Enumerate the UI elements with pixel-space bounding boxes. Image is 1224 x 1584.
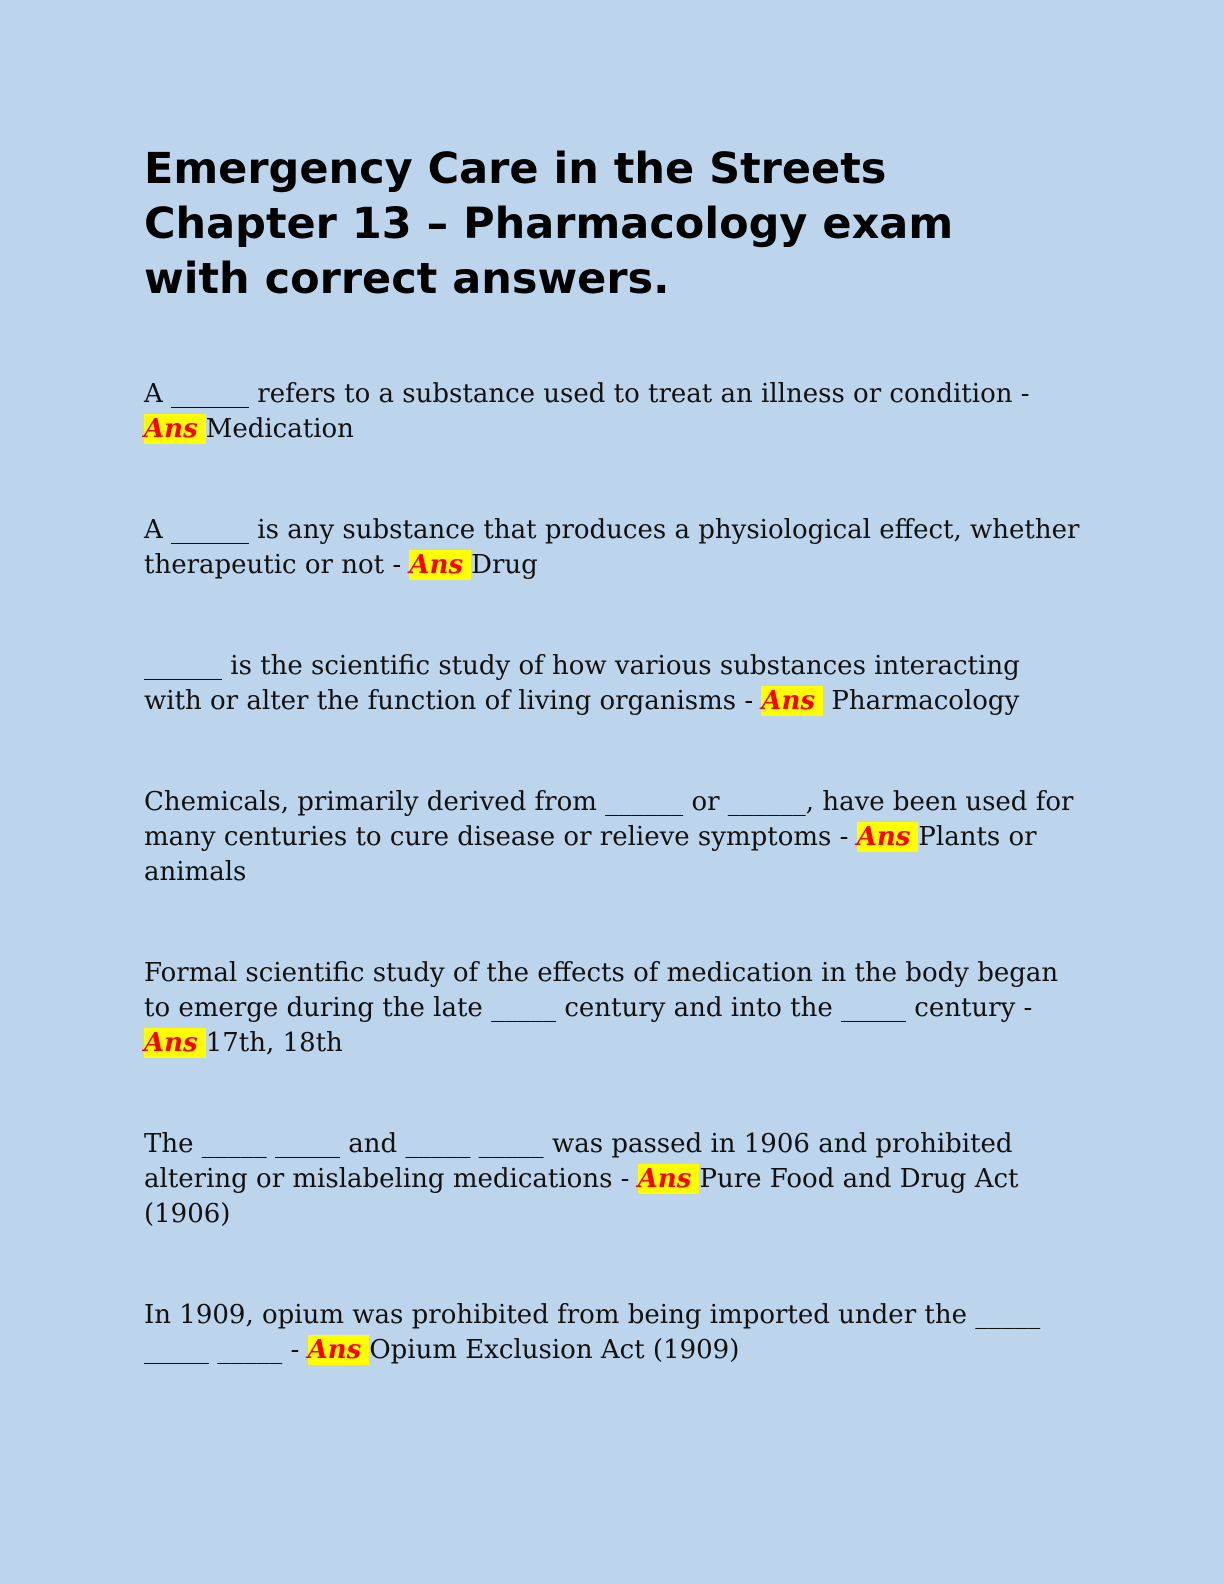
question-text: In 1909, opium was prohibited from being imported under the _____ _____ _____ - — [144, 1300, 1041, 1365]
question-text: Formal scientific study of the effects of medication in the body began to emerge during the late _____ century and into the _____ century - — [144, 958, 1059, 1023]
answer-text: Pure Food and Drug Act (1906) — [144, 1164, 1019, 1229]
title-line: Chapter 13 – Pharmacology exam — [144, 199, 954, 249]
answer-text: Medication — [205, 414, 354, 444]
question-list — [144, 377, 1084, 1368]
answer-text: 17th, 18th — [205, 1028, 343, 1058]
question-text: Chemicals, primarily derived from ______ or ______, have been used for many centuries to cure disease or relieve symptoms - — [144, 787, 1074, 852]
question-item — [144, 649, 1084, 719]
question-item — [144, 377, 1084, 447]
question-item — [144, 1298, 1084, 1368]
answer-text: Drug — [471, 550, 538, 580]
ans-marker: Ans — [638, 1164, 700, 1194]
ans-marker: Ans — [308, 1335, 370, 1365]
title-line: Emergency Care in the Streets — [144, 144, 887, 194]
question-item — [144, 513, 1084, 583]
question-text: The _____ _____ and _____ _____ was passed in 1906 and prohibited altering or mislabeling medications - — [144, 1129, 1013, 1194]
answer-text: Plants or animals — [144, 822, 1037, 887]
ans-marker: Ans — [761, 686, 823, 716]
page-title — [144, 142, 1004, 307]
ans-marker: Ans — [857, 822, 919, 852]
title-line: with correct answers. — [144, 254, 670, 304]
document-page — [144, 142, 1084, 1368]
answer-text: Opium Exclusion Act (1909) — [369, 1335, 740, 1365]
question-text: ______ is the scientific study of how various substances interacting with or alter the function of living organisms - — [144, 651, 1020, 716]
answer-text: Pharmacology — [831, 686, 1020, 716]
question-text: A ______ is any substance that produces a physiological effect, whether therapeutic or not - — [144, 515, 1080, 580]
ans-marker: Ans — [144, 1028, 206, 1058]
ans-marker: Ans — [144, 414, 206, 444]
question-text: A ______ refers to a substance used to treat an illness or condition - — [144, 379, 1030, 409]
question-item — [144, 1127, 1084, 1232]
ans-marker: Ans — [409, 550, 471, 580]
question-item — [144, 785, 1084, 890]
question-item — [144, 956, 1084, 1061]
